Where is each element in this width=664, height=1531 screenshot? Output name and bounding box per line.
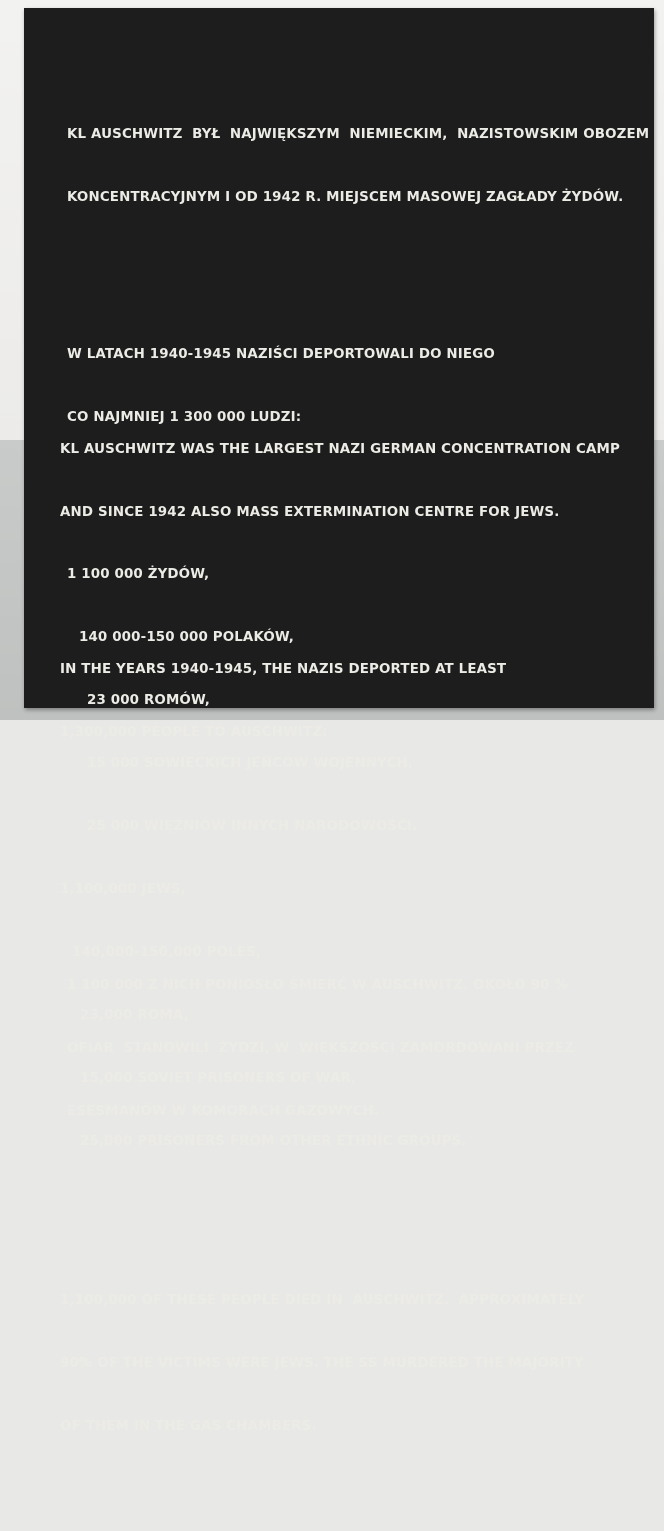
polish-group-item: 1 100 000 ŻYDÓW,	[67, 567, 210, 582]
polish-deaths-line: 1 100 000 Z NICH PONIOSŁO ŚMIERĆ W AUSCHWITZ. OKOŁO 90 %	[67, 978, 569, 993]
polish-intro-line: KL AUSCHWITZ BYŁ NAJWIĘKSZYM NIEMIECKIM, NAZISTOWSKIM OBOZEM	[67, 127, 650, 142]
polish-deaths-line: OFIAR STANOWILI ŻYDZI, W WIĘKSZOŚCI ZAMORDOWANI PRZEZ	[67, 1041, 575, 1056]
memorial-plaque	[24, 8, 654, 1434]
english-group-item: 15,000 SOVIET PRISONERS OF WAR,	[80, 1071, 357, 1086]
polish-deaths-line: ESESMANÓW W KOMORACH GAZOWYCH.	[67, 1104, 380, 1119]
polish-group-item: 23 000 ROMÓW,	[87, 693, 211, 708]
english-group-item: 23,000 ROMA,	[80, 1008, 189, 1023]
polish-deported-line: CO NAJMNIEJ 1 300 000 LUDZI:	[67, 410, 302, 425]
english-group-item: 140,000-150,000 POLES,	[72, 945, 262, 960]
polish-intro-line: KONCENTRACYJNYM I OD 1942 R. MIEJSCEM MASOWEJ ZAGŁADY ŻYDÓW.	[67, 190, 624, 205]
english-text-section	[60, 355, 620, 1531]
polish-intro-paragraph	[67, 82, 649, 250]
english-deaths-line: 1,100,000 OF THESE PEOPLE DIED IN AUSCHWITZ. APPROXIMATELY	[60, 1293, 585, 1308]
english-group-item: 1,100,000 JEWS,	[60, 882, 186, 897]
english-deported-paragraph	[60, 617, 620, 785]
polish-group-item: 140 000-150 000 POLAKÓW,	[79, 630, 294, 645]
english-intro-paragraph	[60, 397, 620, 565]
english-deaths-line: OF THEM IN THE GAS CHAMBERS.	[60, 1419, 317, 1434]
english-intro-line: KL AUSCHWITZ WAS THE LARGEST NAZI GERMAN CONCENTRATION CAMP	[60, 442, 620, 457]
english-deported-line: IN THE YEARS 1940-1945, THE NAZIS DEPORTED AT LEAST	[60, 662, 507, 677]
english-deaths-line: 90% OF THE VICTIMS WERE JEWS. THE SS MURDERED THE MAJORITY	[60, 1356, 584, 1371]
polish-group-item: 25 000 WIĘŹNIÓW INNYCH NARODOWOŚCI.	[87, 819, 418, 834]
english-intro-line: AND SINCE 1942 ALSO MASS EXTERMINATION CENTRE FOR JEWS.	[60, 505, 560, 520]
english-groups-list	[60, 837, 620, 1194]
english-deaths-paragraph	[60, 1248, 620, 1479]
polish-deported-line: W LATACH 1940-1945 NAZIŚCI DEPORTOWALI DO NIEGO	[67, 347, 495, 362]
english-group-item: 25,000 PRISONERS FROM OTHER ETHNIC GROUPS.	[80, 1134, 467, 1149]
english-deported-line: 1,300,000 PEOPLE TO AUSCHWITZ:	[60, 725, 328, 740]
polish-group-item: 15 000 SOWIECKICH JEŃCÓW WOJENNYCH,	[87, 756, 413, 771]
